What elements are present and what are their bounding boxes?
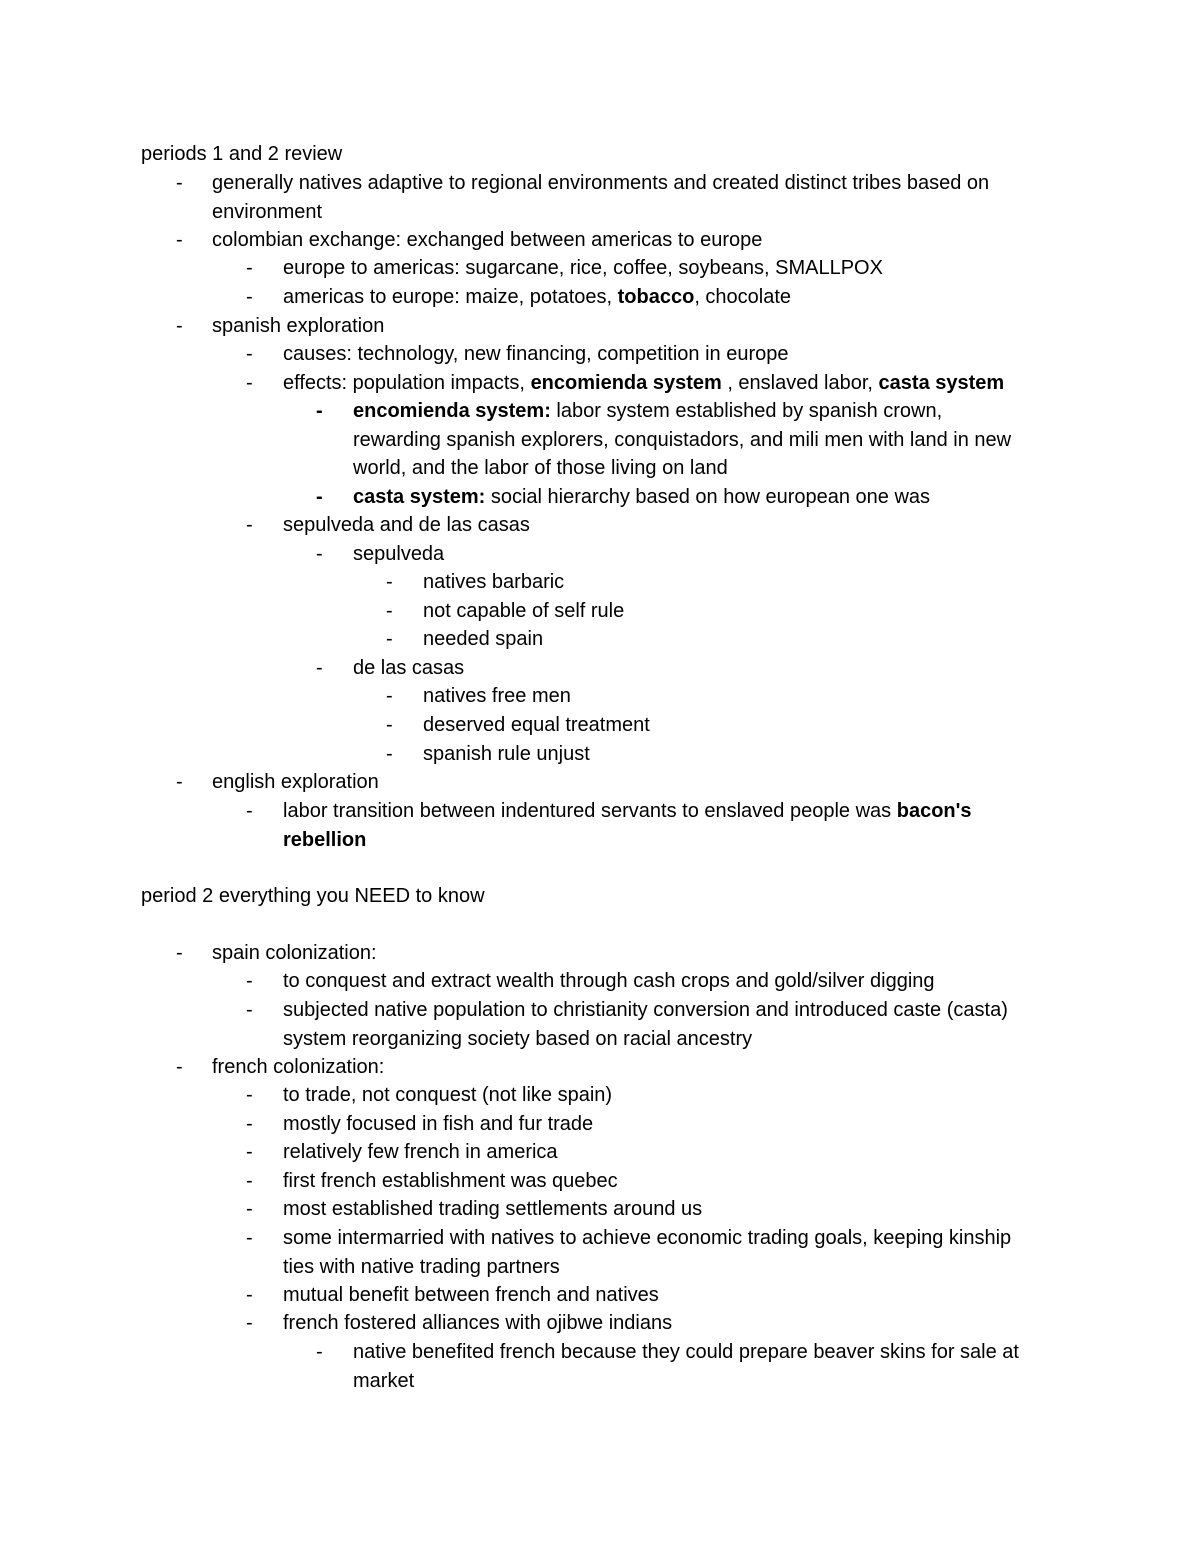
bullet-dash: - bbox=[246, 514, 253, 536]
bullet-dash: - bbox=[246, 1227, 253, 1249]
bullet-dash: - bbox=[176, 172, 183, 194]
list-item: - spain colonization: bbox=[212, 939, 1072, 968]
list-item: - needed spain bbox=[423, 625, 1063, 654]
bullet-dash: - bbox=[176, 942, 183, 964]
list-item: - french fostered alliances with ojibwe indians bbox=[283, 1309, 1073, 1338]
bullet-dash: - bbox=[176, 771, 183, 793]
bullet-dash: - bbox=[246, 1284, 253, 1306]
bullet-dash: - bbox=[246, 800, 253, 822]
bullet-dash: - bbox=[246, 343, 253, 365]
list-item: - de las casas bbox=[353, 654, 1063, 683]
bullet-dash: - bbox=[386, 685, 393, 707]
bullet-dash: - bbox=[386, 571, 393, 593]
bullet-dash: - bbox=[316, 1341, 323, 1363]
bullet-dash: - bbox=[246, 257, 253, 279]
list-item: - subjected native population to christianity conversion and introduced caste (casta) system reorganizing society based on racial ancestry bbox=[283, 996, 1023, 1053]
list-item: - spanish exploration bbox=[212, 312, 1072, 341]
list-item: - sepulveda and de las casas bbox=[283, 511, 1073, 540]
bullet-dash: - bbox=[316, 486, 323, 508]
list-item: - effects: population impacts, encomienda system , enslaved labor, casta system bbox=[283, 369, 1083, 398]
bullet-dash: - bbox=[246, 970, 253, 992]
bullet-dash: - bbox=[246, 1170, 253, 1192]
list-item: - french colonization: bbox=[212, 1053, 1072, 1082]
list-item: - mutual benefit between french and natives bbox=[283, 1281, 1073, 1310]
list-item: - spanish rule unjust bbox=[423, 740, 1063, 769]
bullet-dash: - bbox=[316, 543, 323, 565]
list-item: - natives barbaric bbox=[423, 568, 1063, 597]
bullet-dash: - bbox=[246, 1113, 253, 1135]
bullet-dash: - bbox=[386, 714, 393, 736]
list-item: - to trade, not conquest (not like spain) bbox=[283, 1081, 1073, 1110]
bullet-dash: - bbox=[316, 657, 323, 679]
bullet-dash: - bbox=[176, 229, 183, 251]
list-item: - most established trading settlements around us bbox=[283, 1195, 1073, 1224]
bullet-dash: - bbox=[316, 400, 323, 422]
list-item: - relatively few french in america bbox=[283, 1138, 1073, 1167]
bullet-dash: - bbox=[386, 743, 393, 765]
list-item: - to conquest and extract wealth through cash crops and gold/silver digging bbox=[283, 967, 1073, 996]
bullet-dash: - bbox=[246, 372, 253, 394]
bullet-dash: - bbox=[246, 999, 253, 1021]
list-item: - colombian exchange: exchanged between americas to europe bbox=[212, 226, 1072, 255]
list-item: - some intermarried with natives to achieve economic trading goals, keeping kinship ties with native trading partners bbox=[283, 1224, 1023, 1281]
list-item: - europe to americas: sugarcane, rice, coffee, soybeans, SMALLPOX bbox=[283, 254, 1073, 283]
list-item: - labor transition between indentured servants to enslaved people was bacon's rebellion bbox=[283, 797, 1043, 854]
list-item: - americas to europe: maize, potatoes, tobacco, chocolate bbox=[283, 283, 1073, 312]
list-item: - sepulveda bbox=[353, 540, 1063, 569]
list-item: - casta system: social hierarchy based on how european one was bbox=[353, 483, 1063, 512]
bullet-dash: - bbox=[176, 1056, 183, 1078]
list-item: - generally natives adaptive to regional environments and created distinct tribes based on environment bbox=[212, 169, 1072, 226]
bullet-dash: - bbox=[246, 1198, 253, 1220]
list-item: - natives free men bbox=[423, 682, 1063, 711]
list-item: - first french establishment was quebec bbox=[283, 1167, 1073, 1196]
section1-title: periods 1 and 2 review bbox=[141, 143, 343, 165]
list-item: - causes: technology, new financing, competition in europe bbox=[283, 340, 1073, 369]
bullet-dash: - bbox=[246, 286, 253, 308]
section2-title: period 2 everything you NEED to know bbox=[141, 885, 485, 907]
list-item: - not capable of self rule bbox=[423, 597, 1063, 626]
list-item: - deserved equal treatment bbox=[423, 711, 1063, 740]
bullet-dash: - bbox=[246, 1141, 253, 1163]
list-item: - encomienda system: labor system established by spanish crown, rewarding spanish explorers, conquistadors, and mili men with land in new world, and the labor of those living on land bbox=[353, 397, 1033, 483]
bullet-dash: - bbox=[386, 628, 393, 650]
list-item: - native benefited french because they could prepare beaver skins for sale at market bbox=[353, 1338, 1063, 1395]
bullet-dash: - bbox=[386, 600, 393, 622]
bullet-dash: - bbox=[246, 1312, 253, 1334]
bullet-dash: - bbox=[176, 315, 183, 337]
bullet-dash: - bbox=[246, 1084, 253, 1106]
list-item: - english exploration bbox=[212, 768, 1072, 797]
list-item: - mostly focused in fish and fur trade bbox=[283, 1110, 1073, 1139]
